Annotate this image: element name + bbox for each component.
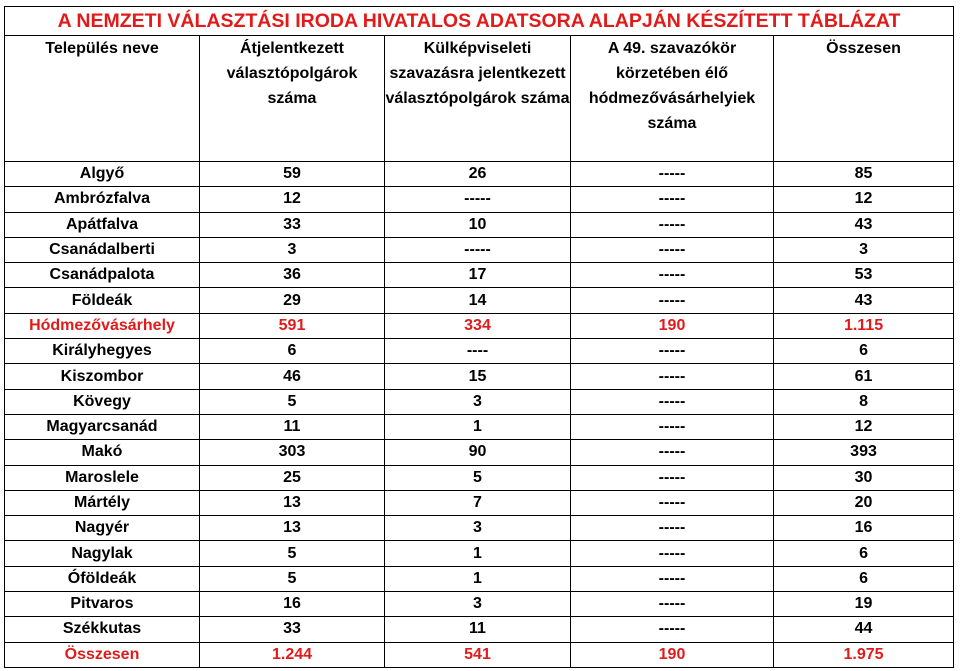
election-table-container [4, 6, 953, 668]
table-row [5, 592, 954, 617]
cell-atjelentkezett: 13 [200, 490, 385, 515]
table-row [5, 490, 954, 515]
table-row [5, 516, 954, 541]
cell-kulkepviseleti: 15 [385, 364, 571, 389]
cell-atjelentkezett: 6 [200, 339, 385, 364]
cell-atjelentkezett: 13 [200, 516, 385, 541]
cell-osszesen: 20 [774, 490, 954, 515]
cell-osszesen: 43 [774, 212, 954, 237]
cell-korzet49: ----- [571, 617, 774, 642]
cell-telepules: Csanádalberti [5, 237, 200, 262]
cell-osszesen: 3 [774, 237, 954, 262]
title-row [5, 7, 954, 36]
cell-atjelentkezett: 46 [200, 364, 385, 389]
cell-osszesen: 6 [774, 339, 954, 364]
table-row [5, 389, 954, 414]
cell-korzet49: ----- [571, 541, 774, 566]
header-osszesen: Összesen [774, 36, 954, 162]
cell-kulkepviseleti: 17 [385, 263, 571, 288]
cell-kulkepviseleti: 90 [385, 440, 571, 465]
cell-telepules: Pitvaros [5, 592, 200, 617]
table-row [5, 187, 954, 212]
table-row [5, 465, 954, 490]
cell-telepules: Algyő [5, 162, 200, 187]
cell-osszesen: 393 [774, 440, 954, 465]
cell-osszesen: 43 [774, 288, 954, 313]
cell-korzet49: ----- [571, 212, 774, 237]
cell-osszesen: 6 [774, 566, 954, 591]
cell-kulkepviseleti: 10 [385, 212, 571, 237]
cell-telepules: Hódmezővásárhely [5, 313, 200, 338]
cell-telepules: Székkutas [5, 617, 200, 642]
cell-atjelentkezett: 16 [200, 592, 385, 617]
cell-osszesen: 30 [774, 465, 954, 490]
table-row [5, 617, 954, 642]
cell-osszesen: 19 [774, 592, 954, 617]
election-data-table [4, 6, 954, 668]
cell-telepules: Óföldeák [5, 566, 200, 591]
cell-kulkepviseleti: 3 [385, 516, 571, 541]
cell-atjelentkezett: 1.244 [200, 642, 385, 667]
header-korzet49: A 49. szavazókör körzetében élő hódmezővásárhelyiek száma [571, 36, 774, 162]
cell-atjelentkezett: 36 [200, 263, 385, 288]
table-body [5, 162, 954, 668]
cell-korzet49: ----- [571, 465, 774, 490]
cell-telepules: Nagylak [5, 541, 200, 566]
cell-kulkepviseleti: 1 [385, 541, 571, 566]
cell-korzet49: ----- [571, 339, 774, 364]
cell-osszesen: 85 [774, 162, 954, 187]
cell-korzet49: ----- [571, 414, 774, 439]
header-row [5, 36, 954, 162]
cell-telepules: Maroslele [5, 465, 200, 490]
cell-osszesen: 12 [774, 414, 954, 439]
cell-osszesen: 1.115 [774, 313, 954, 338]
cell-kulkepviseleti: 334 [385, 313, 571, 338]
cell-osszesen: 6 [774, 541, 954, 566]
cell-korzet49: 190 [571, 313, 774, 338]
table-row [5, 237, 954, 262]
cell-atjelentkezett: 12 [200, 187, 385, 212]
cell-korzet49: ----- [571, 516, 774, 541]
cell-korzet49: ----- [571, 490, 774, 515]
header-kulkepviseleti: Külképviseleti szavazásra jelentkezett választópolgárok száma [385, 36, 571, 162]
cell-kulkepviseleti: ---- [385, 339, 571, 364]
cell-korzet49: ----- [571, 288, 774, 313]
cell-telepules: Nagyér [5, 516, 200, 541]
table-row [5, 339, 954, 364]
cell-telepules: Kövegy [5, 389, 200, 414]
cell-atjelentkezett: 3 [200, 237, 385, 262]
cell-atjelentkezett: 33 [200, 617, 385, 642]
table-row [5, 414, 954, 439]
cell-atjelentkezett: 5 [200, 541, 385, 566]
cell-telepules: Királyhegyes [5, 339, 200, 364]
cell-kulkepviseleti: ----- [385, 187, 571, 212]
table-row [5, 212, 954, 237]
cell-osszesen: 8 [774, 389, 954, 414]
cell-kulkepviseleti: 3 [385, 389, 571, 414]
cell-korzet49: ----- [571, 364, 774, 389]
cell-atjelentkezett: 25 [200, 465, 385, 490]
table-title: A NEMZETI VÁLASZTÁSI IRODA HIVATALOS ADATSORA ALAPJÁN KÉSZÍTETT TÁBLÁZAT [5, 7, 954, 36]
cell-korzet49: ----- [571, 237, 774, 262]
cell-telepules: Makó [5, 440, 200, 465]
cell-korzet49: ----- [571, 592, 774, 617]
table-row [5, 288, 954, 313]
cell-atjelentkezett: 33 [200, 212, 385, 237]
cell-telepules: Kiszombor [5, 364, 200, 389]
cell-kulkepviseleti: 11 [385, 617, 571, 642]
cell-osszesen: 16 [774, 516, 954, 541]
cell-osszesen: 61 [774, 364, 954, 389]
cell-kulkepviseleti: 1 [385, 566, 571, 591]
cell-atjelentkezett: 303 [200, 440, 385, 465]
cell-atjelentkezett: 11 [200, 414, 385, 439]
table-row [5, 566, 954, 591]
table-row [5, 263, 954, 288]
header-telepules: Település neve [5, 36, 200, 162]
cell-korzet49: ----- [571, 440, 774, 465]
cell-korzet49: ----- [571, 162, 774, 187]
cell-korzet49: ----- [571, 263, 774, 288]
cell-telepules: Mártély [5, 490, 200, 515]
cell-kulkepviseleti: 1 [385, 414, 571, 439]
cell-atjelentkezett: 5 [200, 389, 385, 414]
table-row [5, 313, 954, 338]
cell-kulkepviseleti: 5 [385, 465, 571, 490]
cell-atjelentkezett: 29 [200, 288, 385, 313]
cell-telepules: Földeák [5, 288, 200, 313]
cell-kulkepviseleti: ----- [385, 237, 571, 262]
table-row [5, 541, 954, 566]
cell-korzet49: ----- [571, 187, 774, 212]
cell-korzet49: ----- [571, 389, 774, 414]
cell-telepules: Ambrózfalva [5, 187, 200, 212]
cell-kulkepviseleti: 541 [385, 642, 571, 667]
table-row [5, 162, 954, 187]
cell-telepules: Csanádpalota [5, 263, 200, 288]
cell-osszesen: 44 [774, 617, 954, 642]
cell-atjelentkezett: 5 [200, 566, 385, 591]
cell-atjelentkezett: 59 [200, 162, 385, 187]
table-row [5, 440, 954, 465]
cell-telepules: Apátfalva [5, 212, 200, 237]
cell-kulkepviseleti: 7 [385, 490, 571, 515]
total-row [5, 642, 954, 667]
cell-kulkepviseleti: 3 [385, 592, 571, 617]
cell-kulkepviseleti: 14 [385, 288, 571, 313]
cell-telepules: Magyarcsanád [5, 414, 200, 439]
cell-osszesen: 53 [774, 263, 954, 288]
cell-telepules: Összesen [5, 642, 200, 667]
cell-kulkepviseleti: 26 [385, 162, 571, 187]
cell-korzet49: 190 [571, 642, 774, 667]
cell-atjelentkezett: 591 [200, 313, 385, 338]
header-atjelentkezett: Átjelentkezett választópolgárok száma [200, 36, 385, 162]
cell-osszesen: 12 [774, 187, 954, 212]
cell-korzet49: ----- [571, 566, 774, 591]
cell-osszesen: 1.975 [774, 642, 954, 667]
table-row [5, 364, 954, 389]
